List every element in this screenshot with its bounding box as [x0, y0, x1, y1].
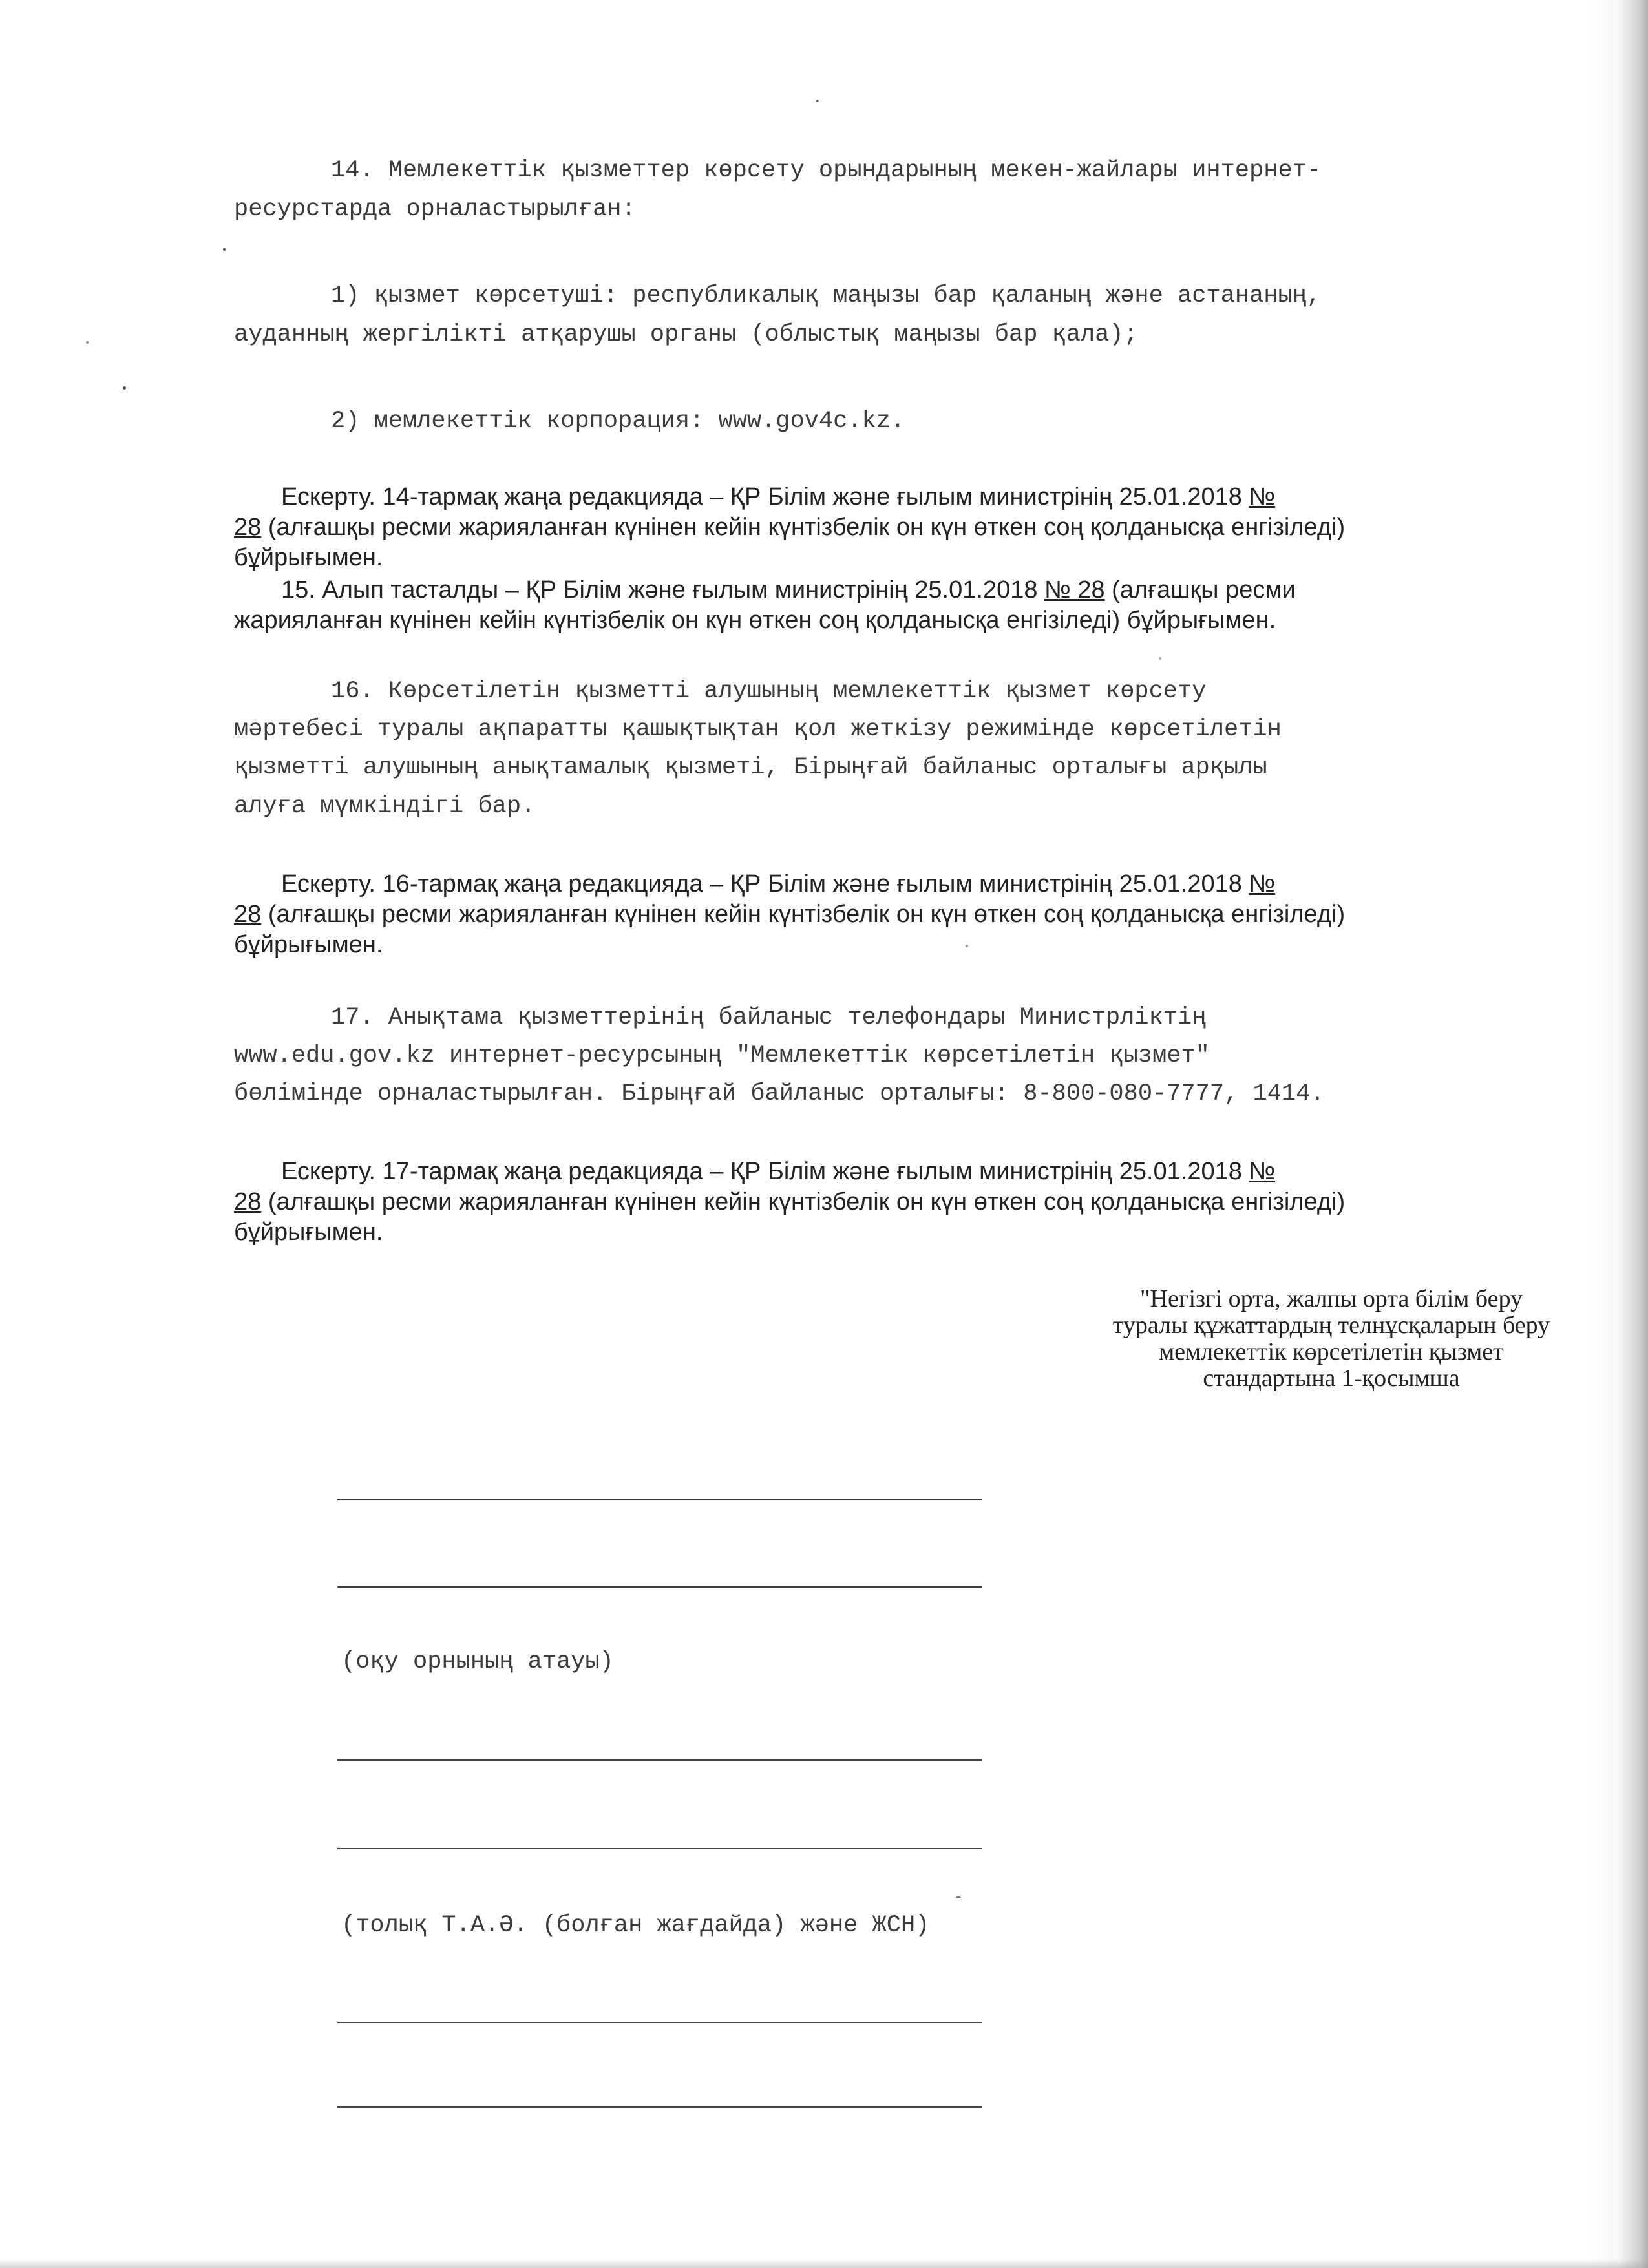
blank-line-2	[337, 1586, 982, 1588]
blank-line-6	[337, 2106, 982, 2108]
paragraph-14-1-line-2: ауданның жергілікті атқарушы органы (облыстық маңызы бар қала);	[234, 321, 1138, 348]
paragraph-17-line-1: 17. Анықтама қызметтерінің байланыс телефондары Министрліктің	[331, 1004, 1207, 1031]
scan-edge-shadow	[1590, 0, 1648, 2268]
paragraph-14-line-2: ресурстарда орналастырылған:	[234, 196, 636, 223]
note-16-line-3: бұйрығымен.	[234, 931, 383, 958]
scan-speck	[223, 248, 226, 251]
paragraph-16-line-4: алуға мүмкіндігі бар.	[234, 793, 536, 820]
appendix-line-3: мемлекеттік көрсетілетін қызмет	[1159, 1338, 1504, 1365]
scan-speck	[816, 100, 819, 102]
scan-bottom-shadow	[0, 2259, 1648, 2268]
caption-school-name: (оқу орнының атауы)	[341, 1648, 614, 1675]
paragraph-17-line-2: www.edu.gov.kz интернет-ресурсының "Мемлекеттік көрсетілетін қызмет"	[234, 1042, 1210, 1069]
note-17-text-2: (алғашқы ресми жарияланған күнінен кейін күнтізбелік он күн өткен соң қолданысқа енгізіледі)	[261, 1188, 1346, 1215]
scan-speck	[1159, 657, 1161, 660]
paragraph-16-line-3: қызметті алушының анықтамалық қызметі, Бірыңғай байланыс орталығы арқылы	[234, 754, 1267, 781]
paragraph-15-tail: (алғашқы ресми	[1104, 576, 1296, 604]
note-17-order-number-link[interactable]: 28	[234, 1188, 262, 1215]
note-14-text: Ескерту. 14-тармақ жаңа редакцияда – ҚР Білім және ғылым министрінің 25.01.2018	[281, 483, 1249, 510]
note-14-text-2: (алғашқы ресми жарияланған күнінен кейін күнтізбелік он күн өткен соң қолданысқа енгізіледі)	[261, 514, 1346, 541]
paragraph-14-line-1: 14. Мемлекеттік қызметтер көрсету орындарының мекен-жайлары интернет-	[331, 157, 1322, 184]
blank-line-5	[337, 2022, 982, 2023]
note-17-line-2	[234, 1187, 1345, 1217]
appendix-line-4: стандартына 1-қосымша	[1203, 1365, 1460, 1392]
note-17-line-3: бұйрығымен.	[234, 1219, 383, 1246]
paragraph-15-order-link[interactable]: № 28	[1044, 576, 1105, 604]
note-14-line-1	[281, 482, 1275, 512]
paragraph-14-1-line-1: 1) қызмет көрсетуші: республикалық маңызы бар қаланың және астананың,	[331, 282, 1322, 310]
paragraph-16-line-1: 16. Көрсетілетін қызметті алушының мемлекеттік қызмет көрсету	[331, 678, 1207, 705]
note-17-order-link[interactable]: №	[1249, 1158, 1276, 1185]
note-16-text: Ескерту. 16-тармақ жаңа редакцияда – ҚР Білім және ғылым министрінің 25.01.2018	[281, 870, 1249, 898]
note-16-order-link[interactable]: №	[1249, 870, 1276, 898]
paragraph-15-text: 15. Алып тасталды – ҚР Білім және ғылым министрінің 25.01.2018	[281, 576, 1045, 604]
scan-speck	[956, 1896, 961, 1898]
scan-speck	[123, 386, 126, 390]
scan-speck	[966, 945, 968, 947]
paragraph-15-line-2: жарияланған күнінен кейін күнтізбелік он күн өткен соң қолданысқа енгізіледі) бұйрығымен.	[234, 607, 1276, 634]
scan-speck	[86, 341, 89, 344]
note-16-line-2	[234, 899, 1345, 930]
appendix-line-1: "Негізгі орта, жалпы орта білім беру	[1140, 1285, 1523, 1312]
appendix-line-2: туралы құжаттардың телнұсқаларын беру	[1112, 1312, 1550, 1339]
blank-line-1	[337, 1499, 982, 1500]
paragraph-17-line-3: бөлімінде орналастырылған. Бірыңғай байланыс орталығы: 8-800-080-7777, 1414.	[234, 1080, 1325, 1108]
note-14-order-link[interactable]: №	[1249, 483, 1276, 510]
note-17-text: Ескерту. 17-тармақ жаңа редакцияда – ҚР Білім және ғылым министрінің 25.01.2018	[281, 1158, 1249, 1185]
blank-line-4	[337, 1848, 982, 1849]
note-14-line-2	[234, 512, 1345, 543]
paragraph-14-2-line-1: 2) мемлекеттік корпорация: www.gov4c.kz.	[331, 408, 905, 435]
blank-line-3	[337, 1759, 982, 1761]
caption-full-name: (толық Т.А.Ә. (болған жағдайда) және ЖСН)	[341, 1912, 930, 1939]
note-16-order-number-link[interactable]: 28	[234, 901, 262, 928]
note-17-line-1	[281, 1157, 1275, 1187]
appendix-header	[1079, 1286, 1583, 1392]
paragraph-16-line-2: мәртебесі туралы ақпаратты қашықтықтан қол жеткізу режимінде көрсетілетін	[234, 716, 1282, 743]
paragraph-15-line-1	[281, 575, 1296, 605]
note-16-text-2: (алғашқы ресми жарияланған күнінен кейін күнтізбелік он күн өткен соң қолданысқа енгізіледі)	[261, 901, 1346, 928]
note-14-order-number-link[interactable]: 28	[234, 514, 262, 541]
note-14-line-3: бұйрығымен.	[234, 544, 383, 571]
note-16-line-1	[281, 869, 1275, 899]
